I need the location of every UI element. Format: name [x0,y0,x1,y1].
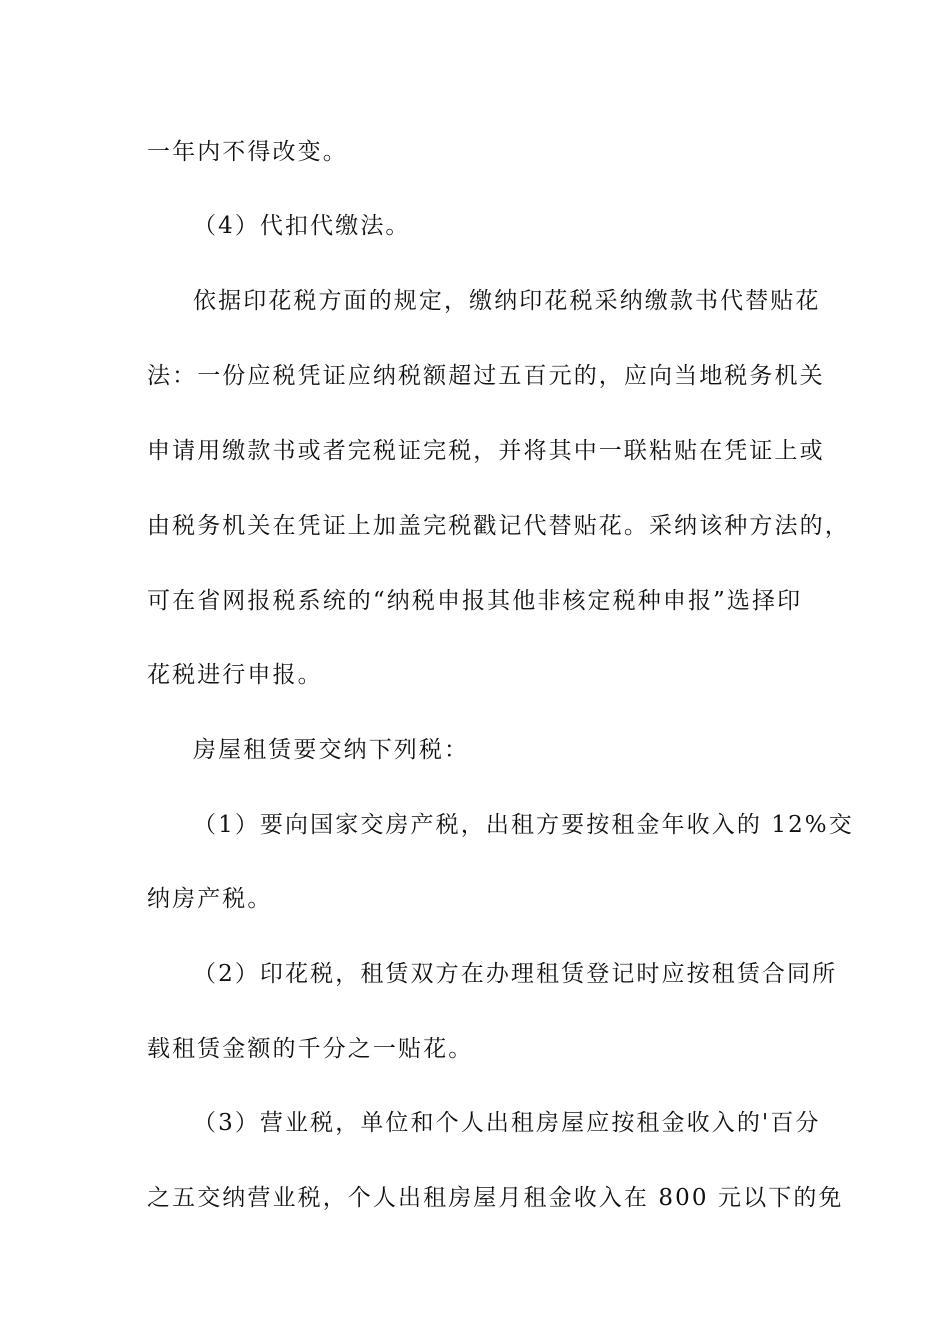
text-line: 载租赁金额的千分之一贴花。 [147,1036,474,1062]
text-line: 可在省网报税系统的“纳税申报其他非核定税种申报”选择印 [147,588,803,614]
text-line: 房屋租赁要交纳下列税： [193,737,470,763]
text-line: 依据印花税方面的规定，缴纳印花税采纳缴款书代替贴花 [193,288,821,314]
text-line: （3）营业税，单位和个人出租房屋应按租金收入的'百分 [193,1110,821,1136]
text-line: 申请用缴款书或者完税证完税，并将其中一联粘贴在凭证上或 [147,438,825,464]
text-line: 纳房产税。 [147,886,273,912]
text-line: 花税进行申报。 [147,662,323,688]
text-line: （2）印花税，租赁双方在办理租赁登记时应按租赁合同所 [193,961,838,987]
text-line: 之五交纳营业税，个人出租房屋月租金收入在 800 元以下的免 [147,1185,844,1211]
text-line: （4）代扣代缴法。 [193,213,411,239]
text-line: （1）要向国家交房产税，出租方要按租金年收入的 12%交 [193,812,854,838]
text-line: 由税务机关在凭证上加盖完税戳记代替贴花。采纳该种方法的， [147,513,850,539]
text-line: 法：一份应税凭证应纳税额超过五百元的，应向当地税务机关 [147,363,825,389]
text-line: 一年内不得改变。 [147,139,348,165]
